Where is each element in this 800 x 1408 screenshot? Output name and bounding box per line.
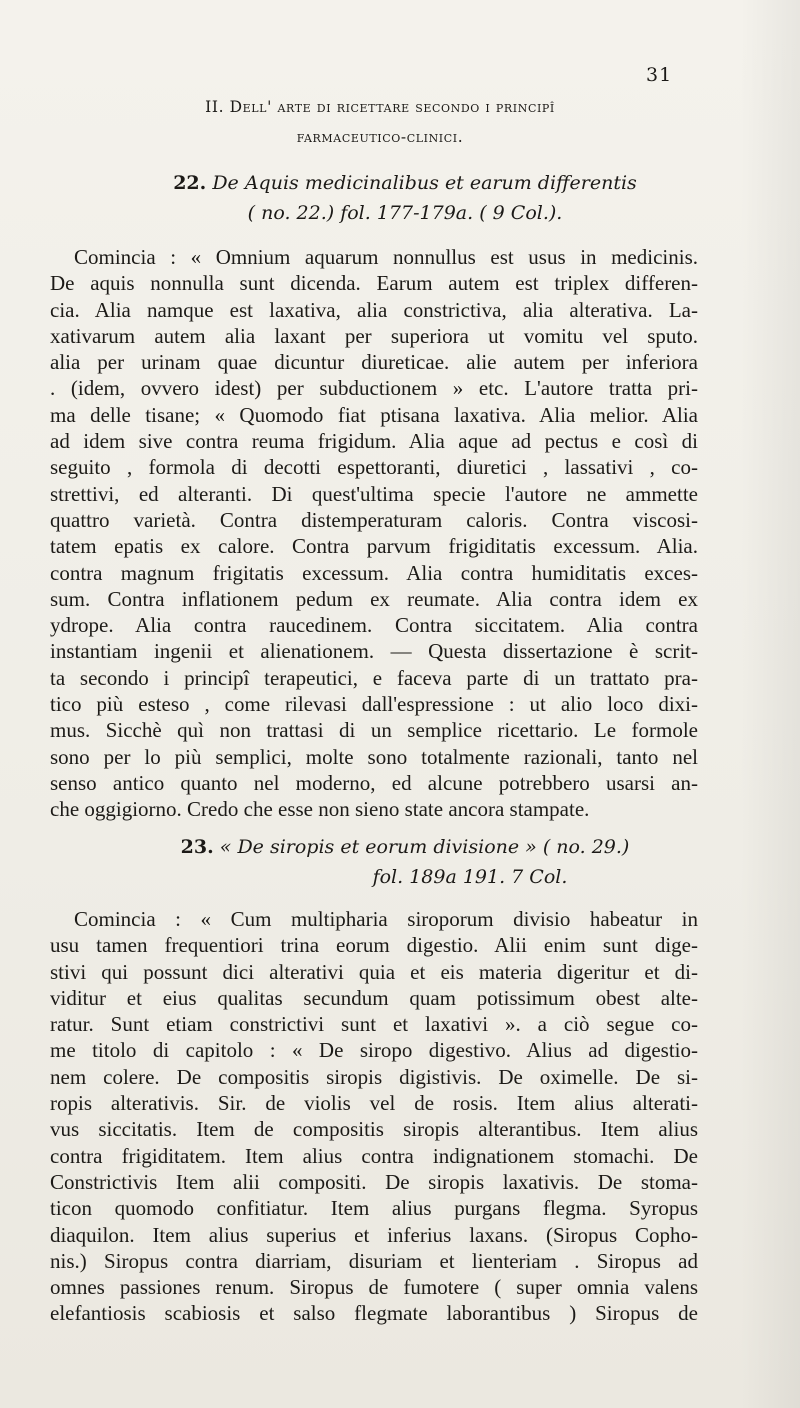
text-line: ta secondo i principî terapeutici, e faceva parte di un trattato pra- [50, 665, 698, 690]
text-line: Comincia : « Cum multipharia siroporum divisio habeatur in [74, 907, 698, 931]
section-22-number: 22. [173, 172, 207, 194]
section-22-title-line2: ( no. 22.) fol. 177-179a. ( 9 Col.). [247, 202, 563, 224]
section-23-title-line1: « De siropis et eorum divisione » ( no. 29.) [219, 836, 630, 858]
text-line: ydrope. Alia contra raucedinem. Contra siccitatem. Alia contra [50, 613, 698, 638]
text-line: sono per lo più semplici, molte sono totalmente razionali, tanto nel [50, 744, 698, 769]
text-line: sum. Contra inflationem pedum ex reumate. Alia contra idem ex [50, 586, 698, 611]
text-line: tatem epatis ex calore. Contra parvum frigiditatis excessum. Alia. [50, 534, 698, 559]
text-line: Comincia : « Omnium aquarum nonnullus est usus in medicinis. [74, 245, 698, 269]
text-line: viditur et eius qualitas secundum quam potissimum obest alte- [50, 985, 698, 1010]
text-line: contra frigiditatem. Item alius contra indignationem stomachi. De [50, 1143, 698, 1168]
text-line: instantiam ingenii et alienationem. — Questa dissertazione è scrit- [50, 639, 698, 664]
text-line: De aquis nonnulla sunt dicenda. Earum autem est triplex differen- [50, 271, 698, 296]
chapter-heading [120, 90, 640, 154]
text-line: usu tamen frequentiori trina eorum digestio. Alii enim sunt dige- [50, 933, 698, 958]
section-23-number: 23. [180, 836, 214, 858]
section-22-paragraph [50, 244, 698, 823]
text-line: seguito , formola di decotti espettoranti, diuretici , lassativi , co- [50, 455, 698, 480]
text-line: stivi qui possunt dici alterativi quia et eis materia digeritur et di- [50, 959, 698, 984]
text-line: vus siccitatis. Item de compositis siropis alterantibus. Item alius [50, 1117, 698, 1142]
text-line: ma delle tisane; « Quomodo fiat ptisana laxativa. Alia melior. Alia [50, 402, 698, 427]
text-line: Constrictivis Item alii compositi. De siropis laxativis. De stoma- [50, 1169, 698, 1194]
section-23-title [120, 832, 690, 892]
section-23-title-line2: fol. 189a 191. 7 Col. [372, 866, 568, 888]
section-22-title [120, 168, 690, 228]
page-edge-shadow [740, 0, 800, 1408]
text-line: cia. Alia namque est laxativa, alia constrictiva, alia alterativa. La- [50, 297, 698, 322]
chapter-heading-line1: II. Dell' arte di ricettare secondo i principî [205, 98, 555, 116]
text-line: tico più esteso , come rilevasi dall'espressione : ut alio loco dixi- [50, 692, 698, 717]
text-line: strettivi, ed alteranti. Di quest'ultima specie l'autore ne ammette [50, 481, 698, 506]
text-line: ropis alterativis. Sir. de violis vel de rosis. Item alius alterati- [50, 1091, 698, 1116]
text-line: contra magnum frigitatis excessum. Alia contra humiditatis exces- [50, 560, 698, 585]
text-line: mus. Sicchè quì non trattasi di un semplice ricettario. Le formole [50, 718, 698, 743]
text-line: ad idem sive contra reuma frigidum. Alia aque ad pectus e così di [50, 429, 698, 454]
text-line: nem colere. De compositis siropis digistivis. De oximelle. De si- [50, 1064, 698, 1089]
section-22-title-line1: De Aquis medicinalibus et earum differentis [212, 172, 637, 194]
page-number: 31 [646, 64, 673, 86]
section-22-title-row1 [120, 168, 690, 198]
text-line: alia per urinam quae dicuntur diureticae. alie autem per inferiora [50, 350, 698, 375]
text-line: xativarum autem alia laxant per superiora ut vomitu vel sputo. [50, 323, 698, 348]
chapter-heading-line2: farmaceutico-clinici. [296, 128, 464, 146]
text-line: me titolo di capitolo : « De siropo digestivo. Alius ad digestio- [50, 1038, 698, 1063]
text-line: elefantiosis scabiosis et salso flegmate laborantibus ) Siropus de [50, 1301, 698, 1326]
text-line: omnes passiones renum. Siropus de fumotere ( super omnia valens [50, 1275, 698, 1300]
text-line: ticon quomodo confitiatur. Item alius purgans flegma. Syropus [50, 1196, 698, 1221]
section-23-paragraph [50, 906, 698, 1327]
text-line: che oggigiorno. Credo che esse non sieno state ancora stampate. [50, 797, 590, 822]
text-line: senso antico quanto nel moderno, ed alcune potrebbero usarsi an- [50, 770, 698, 795]
text-line: diaquilon. Item alius superius et inferius laxans. (Siropus Copho- [50, 1222, 698, 1247]
section-23-title-row1 [120, 832, 690, 862]
text-line: nis.) Siropus contra diarriam, disuriam et lienteriam . Siropus ad [50, 1248, 698, 1273]
text-line: quattro varietà. Contra distemperaturam caloris. Contra viscosi- [50, 507, 698, 532]
text-line: . (idem, ovvero idest) per subductionem » etc. L'autore tratta pri- [50, 376, 698, 401]
text-line: ratur. Sunt etiam constrictivi sunt et laxativi ». a ciò segue co- [50, 1012, 698, 1037]
